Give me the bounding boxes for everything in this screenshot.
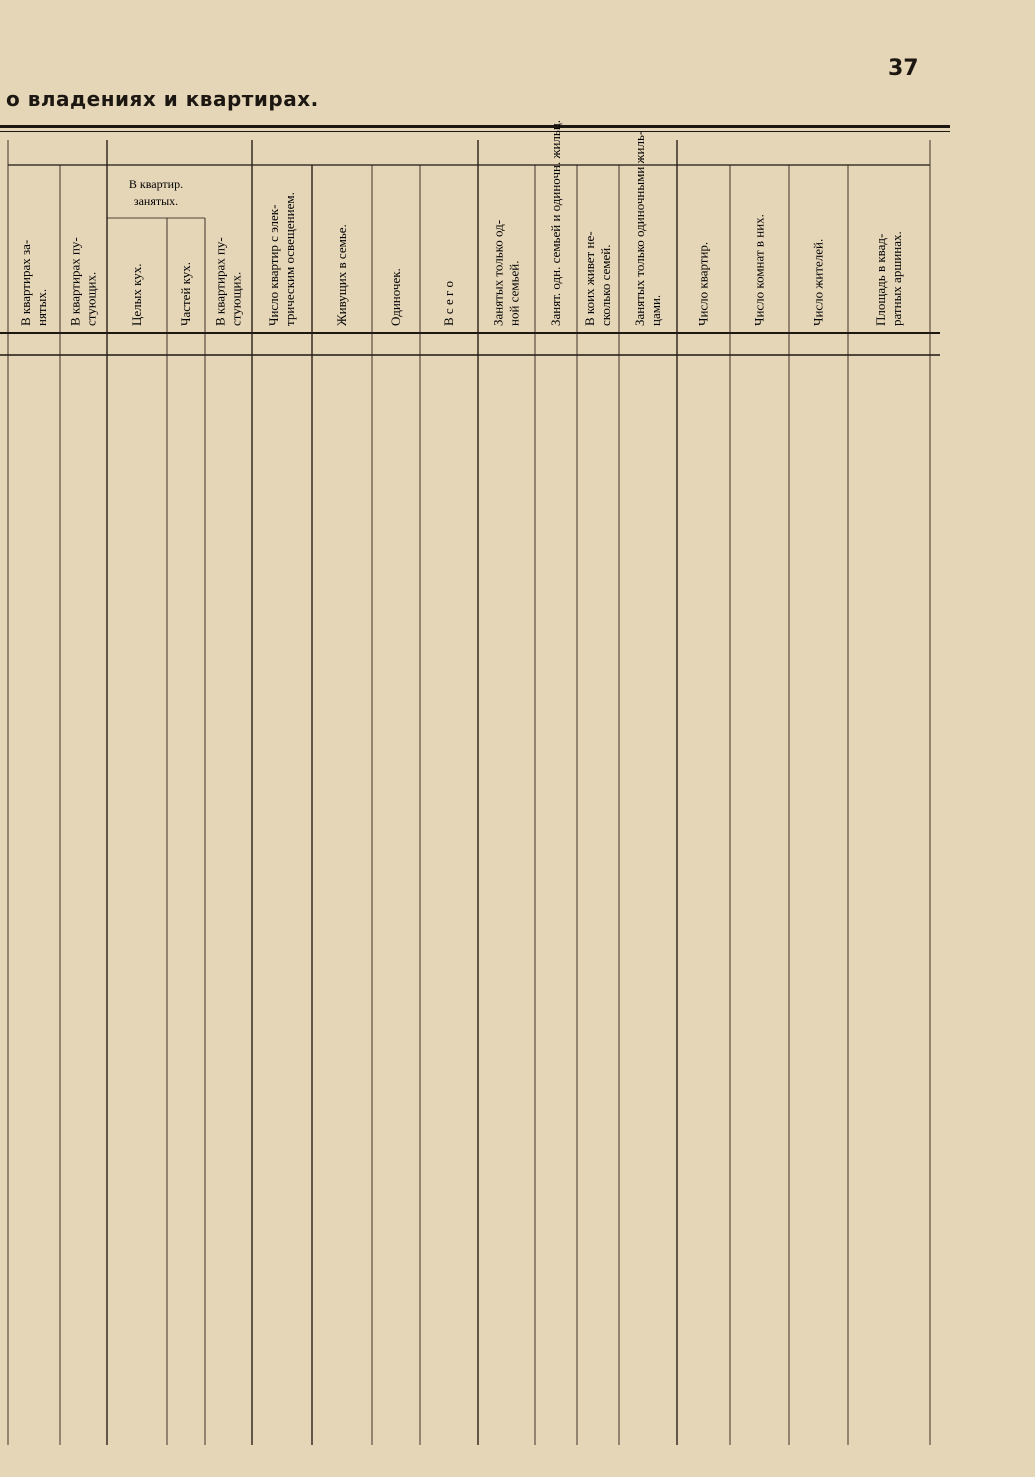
- column-header-line: Занят. одн. семьей и одиночн. жильц.: [548, 119, 563, 326]
- column-header: [213, 237, 244, 326]
- column-header-line: Площадь в квад-: [873, 233, 888, 326]
- column-header: [441, 281, 456, 326]
- column-header-line: В квартирах пу-: [67, 237, 83, 326]
- column-header-line: Одиночек.: [388, 268, 403, 326]
- column-header-line: Живущих в семье.: [334, 224, 349, 326]
- column-header-line: Число жителей.: [810, 238, 826, 326]
- column-header-line: Число квартир с элек-: [266, 204, 281, 326]
- column-header-line: стующих.: [228, 271, 244, 326]
- column-header: [266, 192, 297, 326]
- column-header: [491, 220, 522, 326]
- column-header: [811, 239, 826, 326]
- column-header: [68, 237, 99, 326]
- column-header-line: ратных аршинах.: [889, 231, 904, 326]
- column-header-line: ной семьей.: [506, 260, 522, 326]
- column-header-line: В квартирах за-: [18, 239, 33, 326]
- column-header-line: Целых кух.: [129, 263, 144, 326]
- column-header: [334, 224, 349, 326]
- column-header-line: трическим освещением.: [282, 192, 297, 326]
- column-header-line: Число квартир.: [695, 241, 711, 326]
- page-title: о владениях и квартирах.: [6, 87, 319, 111]
- column-header-line: нятых.: [34, 288, 49, 326]
- column-header: [129, 263, 144, 326]
- column-header: [632, 131, 663, 326]
- column-header-line: Занятых только одиночными жиль-: [632, 130, 647, 326]
- column-header: [873, 231, 904, 326]
- column-header-line: В квартирах пу-: [212, 237, 228, 326]
- column-header: [388, 268, 403, 326]
- subheader-line: В квартир.: [128, 177, 184, 191]
- column-header: [178, 262, 193, 326]
- subheader-line: занятых.: [133, 194, 179, 208]
- column-header: [582, 231, 613, 326]
- column-header: [696, 242, 711, 326]
- column-header-line: цами.: [648, 294, 663, 326]
- column-header-line: Занятых только од-: [490, 219, 506, 326]
- column-header-line: стующих.: [83, 271, 99, 326]
- column-header-line: Число комнат в них.: [751, 214, 767, 326]
- column-header-line: сколько семей.: [598, 244, 613, 326]
- column-header: [548, 120, 563, 326]
- column-header: [18, 240, 49, 326]
- column-header-line: Частей кух.: [178, 261, 193, 326]
- column-header-line: В с е г о: [441, 280, 456, 326]
- page-number: 37: [888, 56, 919, 81]
- column-header-line: В коих живет не-: [582, 231, 597, 326]
- column-header: [752, 214, 767, 326]
